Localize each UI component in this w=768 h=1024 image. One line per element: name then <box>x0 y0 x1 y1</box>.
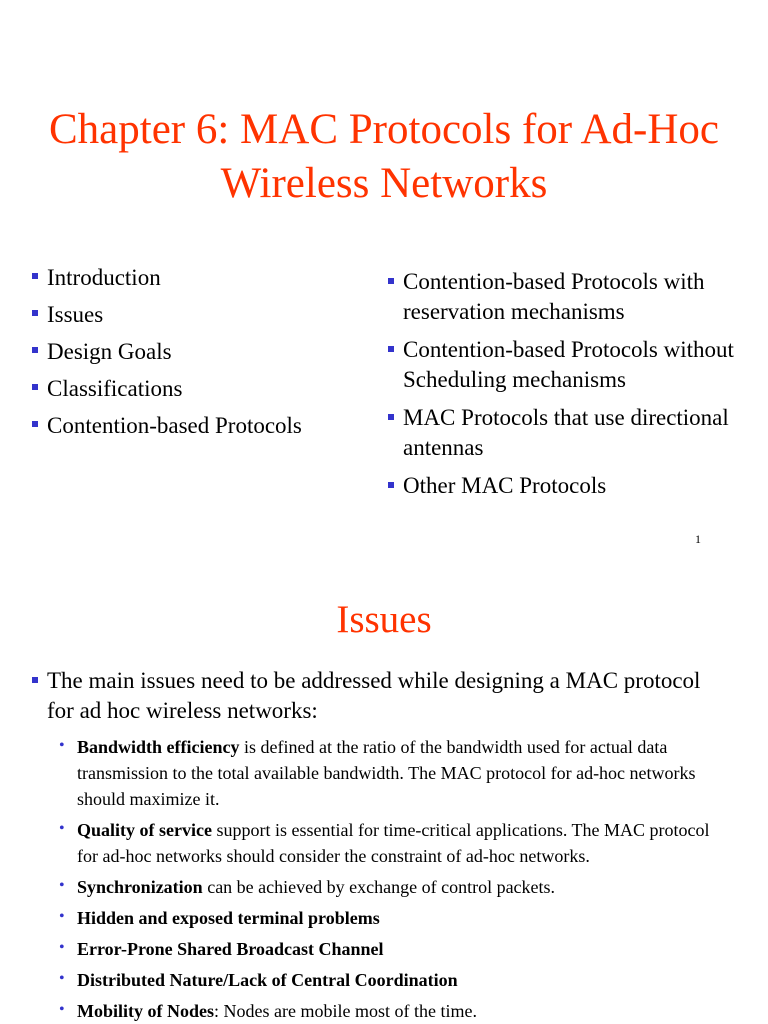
issue-item <box>59 998 729 1024</box>
dot-bullet-icon: • <box>59 877 65 894</box>
outline-item <box>385 335 745 395</box>
outline-item <box>29 264 359 291</box>
square-bullet-icon <box>32 273 38 279</box>
issue-term: Hidden and exposed terminal problems <box>77 908 380 928</box>
issue-term: Quality of service <box>77 820 212 840</box>
outline-item <box>385 403 745 463</box>
dot-bullet-icon: • <box>59 908 65 925</box>
outline-item-label: Contention-based Protocols <box>47 413 302 438</box>
outline-item <box>385 471 745 501</box>
slide-2 <box>0 568 768 1024</box>
square-bullet-icon <box>388 346 394 352</box>
outline-right-column <box>385 267 745 509</box>
outline-item-label: Contention-based Protocols without Scheduling mechanisms <box>403 337 734 392</box>
issue-description: : Nodes are mobile most of the time. <box>214 1001 477 1021</box>
issues-list <box>29 666 729 1024</box>
outline-item-label: Contention-based Protocols with reservation mechanisms <box>403 269 705 324</box>
square-bullet-icon <box>388 278 394 284</box>
issue-item <box>59 905 729 931</box>
issue-description: support is essential for time-critical applications. The MAC protocol for ad-hoc networks should consider the constraint of ad-hoc networks. <box>77 820 710 866</box>
outline-item <box>29 412 359 439</box>
outline-item-label: MAC Protocols that use directional antennas <box>403 405 729 460</box>
square-bullet-icon <box>32 677 38 683</box>
outline-item-label: Introduction <box>47 265 161 290</box>
issue-item <box>59 734 729 812</box>
title-line-1: Chapter 6: MAC Protocols for Ad-Hoc <box>48 106 719 153</box>
dot-bullet-icon: • <box>59 939 65 956</box>
dot-bullet-icon: • <box>59 970 65 987</box>
slide-title <box>0 103 768 211</box>
issues-sub-list <box>47 734 729 1024</box>
issue-term: Synchronization <box>77 877 203 897</box>
issue-term: Bandwidth efficiency <box>77 737 240 757</box>
dot-bullet-icon: • <box>59 737 65 754</box>
outline-item <box>29 375 359 402</box>
square-bullet-icon <box>32 384 38 390</box>
square-bullet-icon <box>32 347 38 353</box>
outline-item <box>29 338 359 365</box>
outline-left-column <box>29 264 359 449</box>
issue-item <box>59 817 729 869</box>
outline-item-label: Design Goals <box>47 339 172 364</box>
issue-term: Mobility of Nodes <box>77 1001 214 1021</box>
dot-bullet-icon: • <box>59 820 65 837</box>
issue-item <box>59 967 729 993</box>
issue-term: Error-Prone Shared Broadcast Channel <box>77 939 384 959</box>
title-line-2: Wireless Networks <box>220 160 548 207</box>
issue-item <box>59 874 729 900</box>
issue-description: can be achieved by exchange of control packets. <box>202 877 556 897</box>
square-bullet-icon <box>388 482 394 488</box>
main-bullet-text: The main issues need to be addressed while designing a MAC protocol for ad hoc wireless networks: <box>47 668 701 723</box>
outline-item <box>385 267 745 327</box>
square-bullet-icon <box>32 310 38 316</box>
page-number: 1 <box>695 532 701 546</box>
square-bullet-icon <box>32 421 38 427</box>
issue-term: Distributed Nature/Lack of Central Coordination <box>77 970 458 990</box>
issue-item <box>59 936 729 962</box>
outline-item <box>29 301 359 328</box>
dot-bullet-icon: • <box>59 1001 65 1018</box>
outline-item-label: Classifications <box>47 376 183 401</box>
outline-item-label: Issues <box>47 302 104 327</box>
issue-description: is defined at the ratio of the bandwidth used for actual data transmission to the total available bandwidth. The MAC protocol for ad-hoc networks should maximize it. <box>77 737 696 809</box>
main-bullet-item <box>29 666 729 1024</box>
square-bullet-icon <box>388 414 394 420</box>
outline-item-label: Other MAC Protocols <box>403 473 607 498</box>
slide-title: Issues <box>336 598 432 641</box>
